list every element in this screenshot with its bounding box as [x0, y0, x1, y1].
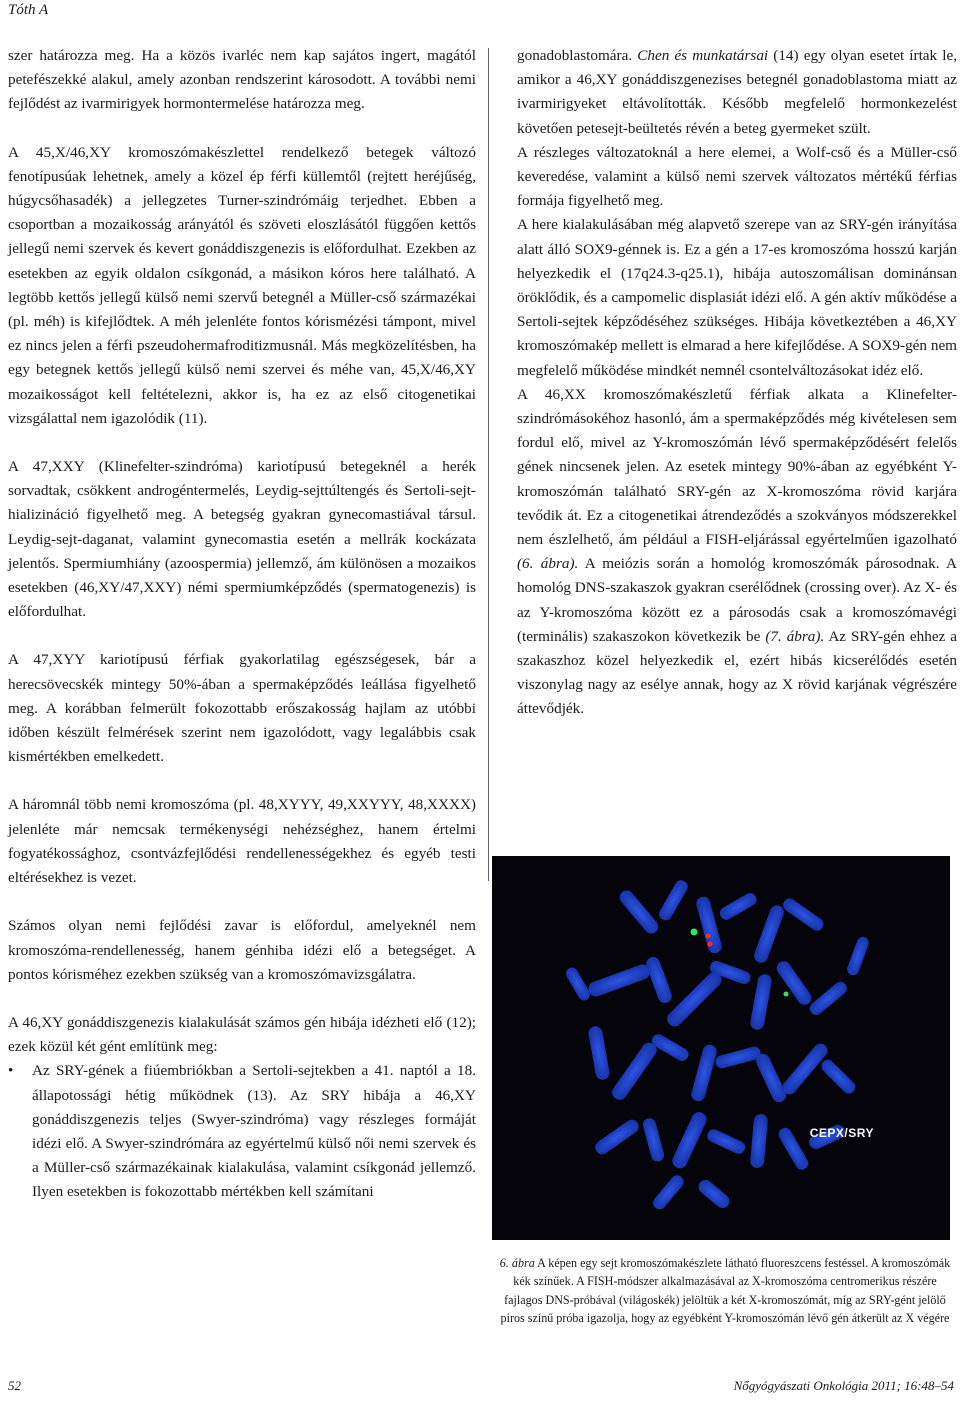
paragraph: A részleges változatoknál a here elemei, a Wolf-cső és a Müller-cső keveredése, valamint a külső nemi szervek változatos mértékű férfias formája figyelhető meg. [517, 143, 957, 210]
fish-figure-image [492, 856, 950, 1240]
paragraph: szer határozza meg. Ha a közös ivarléc nem kap sajátos ingert, magától petefészekké alakul, amely azonban rendszerint károsodott. A további nemi fejlődést az ivarmirigyek hormontermelése határozza meg. [8, 47, 476, 113]
caption-text: A képen egy sejt kromoszómakészlete látható fluoreszcens festéssel. A kromoszómák kék színűek. A FISH-módszer alkalmazásával az X-kromoszóma centromerikus részére fajlagos DNS-próbával (világoskék) jelöltük a két X-kromoszómát, míg az SRY-gént jelölő piros színű próba igazolja, hogy az egyébként Y-kromoszómán lévő gén átkerült az X végére [500, 1256, 951, 1326]
paragraph: A 46,XY gonáddiszgenezis kialakulását számos gén hibája idézheti elő (12); ezek közül két gént említünk meg: [8, 1013, 476, 1056]
text-span: A meiózis során a homológ kromoszómák párosodnak. A homológ DNS-szakaszok gyakran cserélődnek (crossing over). Az X- és az Y-kromoszóma között ez a párosodás csak a kromoszómavégi (terminális) szakaszokon következik be [517, 555, 957, 645]
column-divider [488, 48, 489, 881]
bullet-list [8, 1059, 476, 1204]
paragraph [517, 44, 957, 141]
paragraph: A háromnál több nemi kromoszóma (pl. 48,XYYY, 49,XXYYY, 48,XXXX) jelenléte már nemcsak termékenységi nehézséghez, hanem értelmi fogyatékossághoz, csontvázfejlődési rendellenességekhez és egyéb testi eltérésekhez is vezet. [8, 796, 476, 887]
chromosome-spread [492, 856, 950, 1240]
list-item: • Az SRY-gének a fiúembriókban a Sertoli-sejtekben a 41. naptól a 18. állapotossági hétig működnek (13). Az SRY hibája a 46,XY gonáddiszgenezis teljes (Swyer-szindróma) vagy részleges formáját idézi elő. A Swyer-szindrómára az egyértelmű külső női nemi szervek és a Müller-cső származékainak kialakulása, valamint csíkgonád jellemző. Ilyen esetekben is fokozottabb mértékben kell számítani [8, 1059, 476, 1204]
page-number: 52 [8, 1378, 21, 1393]
paragraph [517, 383, 957, 722]
figure-caption [494, 1254, 956, 1328]
running-head: Tóth A [8, 2, 49, 18]
paragraph: A here kialakulásában még alapvető szerepe van az SRY-gén irányítása alatt álló SOX9-génnek is. Ez a gén a 17-es kromoszóma hosszú karján helyezkedik el (17q24.3-q25.1), hibája autoszomálisan dominánsan öröklődik, és a campomelic displasiát idézi elő. A gén aktív működése a Sertoli-sejtek képződéséhez szükséges. Hibája következtében a 46,XY kromoszómakép mellett is elmarad a here kifejlődése. A SOX9-gén nem megfelelő működése mindkét nemnél csontelváltozásokat idéz elő. [517, 216, 957, 379]
paragraph: A 47,XYY kariotípusú férfiak gyakorlatilag egészségesek, bár a herecsövecskék mintegy 50%-ában a spermaképződés leállása figyelhető meg. A korábban felmerült fokozottabb erőszakosság hajlam az utóbbi időben készült felmérések szerint nem igazolódott, vagy legalábbis csak kismértékben emelkedett. [8, 651, 476, 766]
authors-italic: Chen és munkatársai [637, 47, 769, 64]
paragraph: A 45,X/46,XY kromoszómakészlettel rendelkező betegek változó fenotípusúak lehetnek, amely a közel ép férfi küllemtől (rejtett heréjűség, húgycsőhasadék) a jellegzetes Turner-szindrómáig terjedhet. Ebben a csoportban a mozaikosság arányától és szöveti eloszlásától függően kettős jellegű nemi szervek és kevert gonáddiszgenezis is előfordulhat. Ezekben az esetekben az egyik oldalon csíkgonád, a másikon kóros here található. A legtöbb kettős jellegű külső nemi szervű betegnél a Müller-cső származékai (pl. méh) is kifejlődtek. A méh jelenléte fontos kórismézési támpont, mivel ez nincs jelen a férfi pszeudohermafroditizmusnál. Más megközelítésben, ha egy betegnek kettős jellegű külső nemi szervei és méhe van, 45,X/46,XY mozaikosságot kell feltételezni, akkor is, ha ez az első citogenetikai vizsgálattal nem igazolódik (11). [8, 143, 476, 427]
left-column [8, 44, 476, 1205]
figure-reference: (6. ábra). [517, 555, 579, 573]
paragraph: Számos olyan nemi fejlődési zavar is előfordul, amelyeknél nem kromoszóma-rendellenesség, hanem génhiba idézi elő a betegséget. A pontos kórisméhez ezekben szükség van a kromoszómavizsgálatra. [8, 917, 476, 983]
figure-reference: (7. ábra). [765, 627, 825, 645]
caption-label: 6. ábra [499, 1256, 535, 1270]
paragraph: A 47,XXY (Klinefelter-szindróma) kariotípusú betegeknél a herék sorvadtak, csökkent androgéntermelés, Leydig-sejttúltengés és Sertoli-sejt-hializináció figyelhető meg. A betegség gyakran gynecomastiával társul. Leydig-sejt-daganat, valamint gynecomastia esetén a mellrák kockázata jelentős. Spermiumhiány (azoospermia) jellemző, ám különösen a mozaikos esetekben (46,XY/47,XXY) némi spermiumképződés (spermatogenezis) is előfordulhat. [8, 458, 476, 621]
journal-citation: Nőgyógyászati Onkológia 2011; 16:48–54 [733, 1378, 954, 1393]
text-span: (14) egy olyan esetet írtak le, amikor a 46,XY gonáddiszgenezises betegnél gonadoblastoma miatt az ivarmirigyeket eltávolították. Később megfelelő hormonkezelést követően petesejt-beültetés révén a beteg gyermeket szült. [517, 47, 958, 137]
right-column [517, 44, 957, 722]
text-span: A 46,XX kromoszómakészletű férfiak alkata a Klinefelter-szindrómásokéhoz hasonló, ám a spermaképződés még kivételesen sem fordul elő, mivel az Y-kromoszómán lévő spermaképződésért felelős gének nincsenek jelen. Az esetek mintegy 90%-ában az egyébként Y-kromoszómán található SRY-gén az X-kromoszóma rövid karjára tevődik át. Ez a citogenetikai átrendeződés a szokványos módszerekkel nem észlelhető, ám például a FISH-eljárással egyértelműen igazolható [517, 385, 957, 549]
chromosomes [564, 878, 871, 1212]
text-span: gonadoblastomára. [517, 47, 633, 64]
text-span: Az SRY-gén ehhez a szakaszhoz közel helyezkedik el, ezért hibás kicserélődés esetén viszonylag nagy az esélye annak, hogy az X rövid karjának végrészére áttevődjék. [517, 627, 958, 718]
figure-label: CEPX/SRY [809, 1126, 874, 1140]
